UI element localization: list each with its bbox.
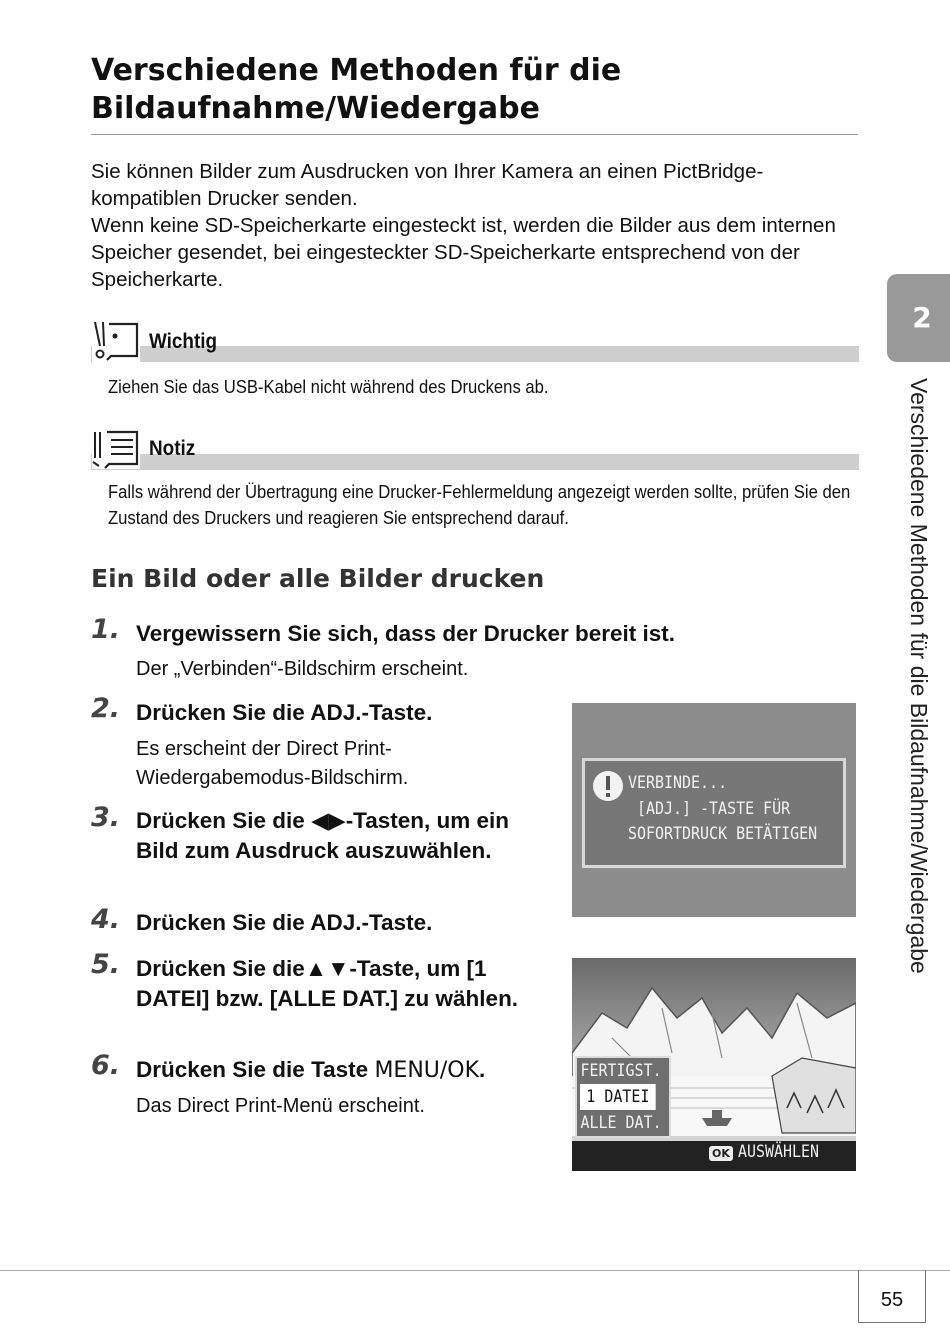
step-title-text: Drücken Sie die Taste: [136, 1057, 375, 1082]
print-menu-screen: [572, 958, 856, 1171]
menu-panel: [575, 1056, 671, 1138]
intro-paragraph: Sie können Bilder zum Ausdrucken von Ihrer Kamera an einen PictBridge-kompatiblen Drucker senden.: [91, 160, 764, 210]
step-title-text: Drücken Sie die: [136, 808, 312, 833]
note-bar: [91, 454, 859, 470]
note-heading: Notiz: [149, 437, 196, 460]
step-title: Vergewissern Sie sich, dass der Drucker bereit ist.: [136, 621, 676, 646]
step-title: [136, 1055, 556, 1086]
step-title: [136, 954, 536, 1014]
step-title: Drücken Sie die ADJ.-Taste.: [136, 700, 433, 725]
section-heading: Ein Bild oder alle Bilder drucken: [91, 564, 545, 593]
important-note-icon: [91, 318, 141, 369]
step-title: Drücken Sie die ADJ.-Taste.: [136, 910, 433, 935]
step-number: 3.: [91, 802, 121, 833]
title-divider: [91, 134, 858, 135]
menu-item-alle-dat[interactable]: ALLE DAT.: [580, 1113, 662, 1133]
up-down-arrows-icon: ▲▼: [304, 956, 350, 981]
step-description: Der „Verbinden“-Bildschirm erscheint.: [136, 658, 469, 680]
important-heading: Wichtig: [149, 330, 218, 353]
step-number: 6.: [91, 1050, 121, 1081]
connect-line-1: VERBINDE...: [628, 773, 728, 793]
connect-line-3: SOFORTDRUCK BETÄTIGEN: [628, 824, 818, 844]
warning-icon: [591, 769, 625, 808]
step-number: 4.: [91, 904, 121, 935]
intro-text: [91, 158, 851, 293]
menu-item-fertigst[interactable]: FERTIGST.: [580, 1061, 662, 1081]
intro-paragraph: Wenn keine SD-Speicherkarte eingesteckt ist, werden die Bilder aus dem internen Speicher gesendet, bei eingesteckter SD-Speicherkarte entsprechend von der Speicherkarte.: [91, 214, 836, 291]
note-box: [91, 428, 859, 538]
important-box: [91, 318, 859, 398]
step-title-text: Drücken Sie die: [136, 956, 305, 981]
chapter-side-title: Verschiedene Methoden für die Bildaufnahme/Wiedergabe: [906, 378, 932, 974]
ok-badge: OK: [709, 1146, 733, 1161]
step-number: 2.: [91, 693, 121, 724]
step-number: 5.: [91, 949, 121, 980]
connect-message-frame: [582, 758, 846, 868]
menu-footer-label: AUSWÄHLEN: [738, 1142, 820, 1162]
page-title: Verschiedene Methoden für die Bildaufnahme/Wiedergabe: [91, 53, 622, 126]
step-title-text: .: [479, 1057, 486, 1082]
step-title: [136, 806, 536, 866]
important-text: Ziehen Sie das USB-Kabel nicht während des Druckens ab.: [108, 376, 549, 397]
step-title-text: -Tasten, um ein Bild zum Ausdruck auszuwählen.: [136, 808, 510, 863]
menu-item-1-datei[interactable]: 1 DATEI: [580, 1084, 656, 1110]
chapter-tab: 2: [887, 274, 950, 362]
step-description: Das Direct Print-Menü erscheint.: [136, 1095, 425, 1117]
step-number: 1.: [91, 614, 121, 645]
left-right-arrows-icon: ◀▶: [311, 808, 346, 833]
note-text: Falls während der Übertragung eine Drucker-Fehlermeldung angezeigt werden sollte, prüfen Sie den Zustand des Druckers und reagieren Sie entsprechend darauf.: [108, 481, 851, 528]
footer-divider: [0, 1270, 950, 1271]
memo-icon: [91, 428, 141, 475]
step-title-text: -Taste, um [1 DATEI] bzw. [ALLE DAT.] zu wählen.: [136, 956, 519, 1011]
step-description: Es erscheint der Direct Print-Wiedergabemodus-Bildschirm.: [136, 738, 409, 789]
page-number: 55: [858, 1270, 926, 1323]
menu-ok-key: MENU/OK: [374, 1058, 480, 1083]
connect-screen: [572, 703, 856, 917]
connect-line-2: [ADJ.] -TASTE FÜR: [637, 799, 791, 819]
